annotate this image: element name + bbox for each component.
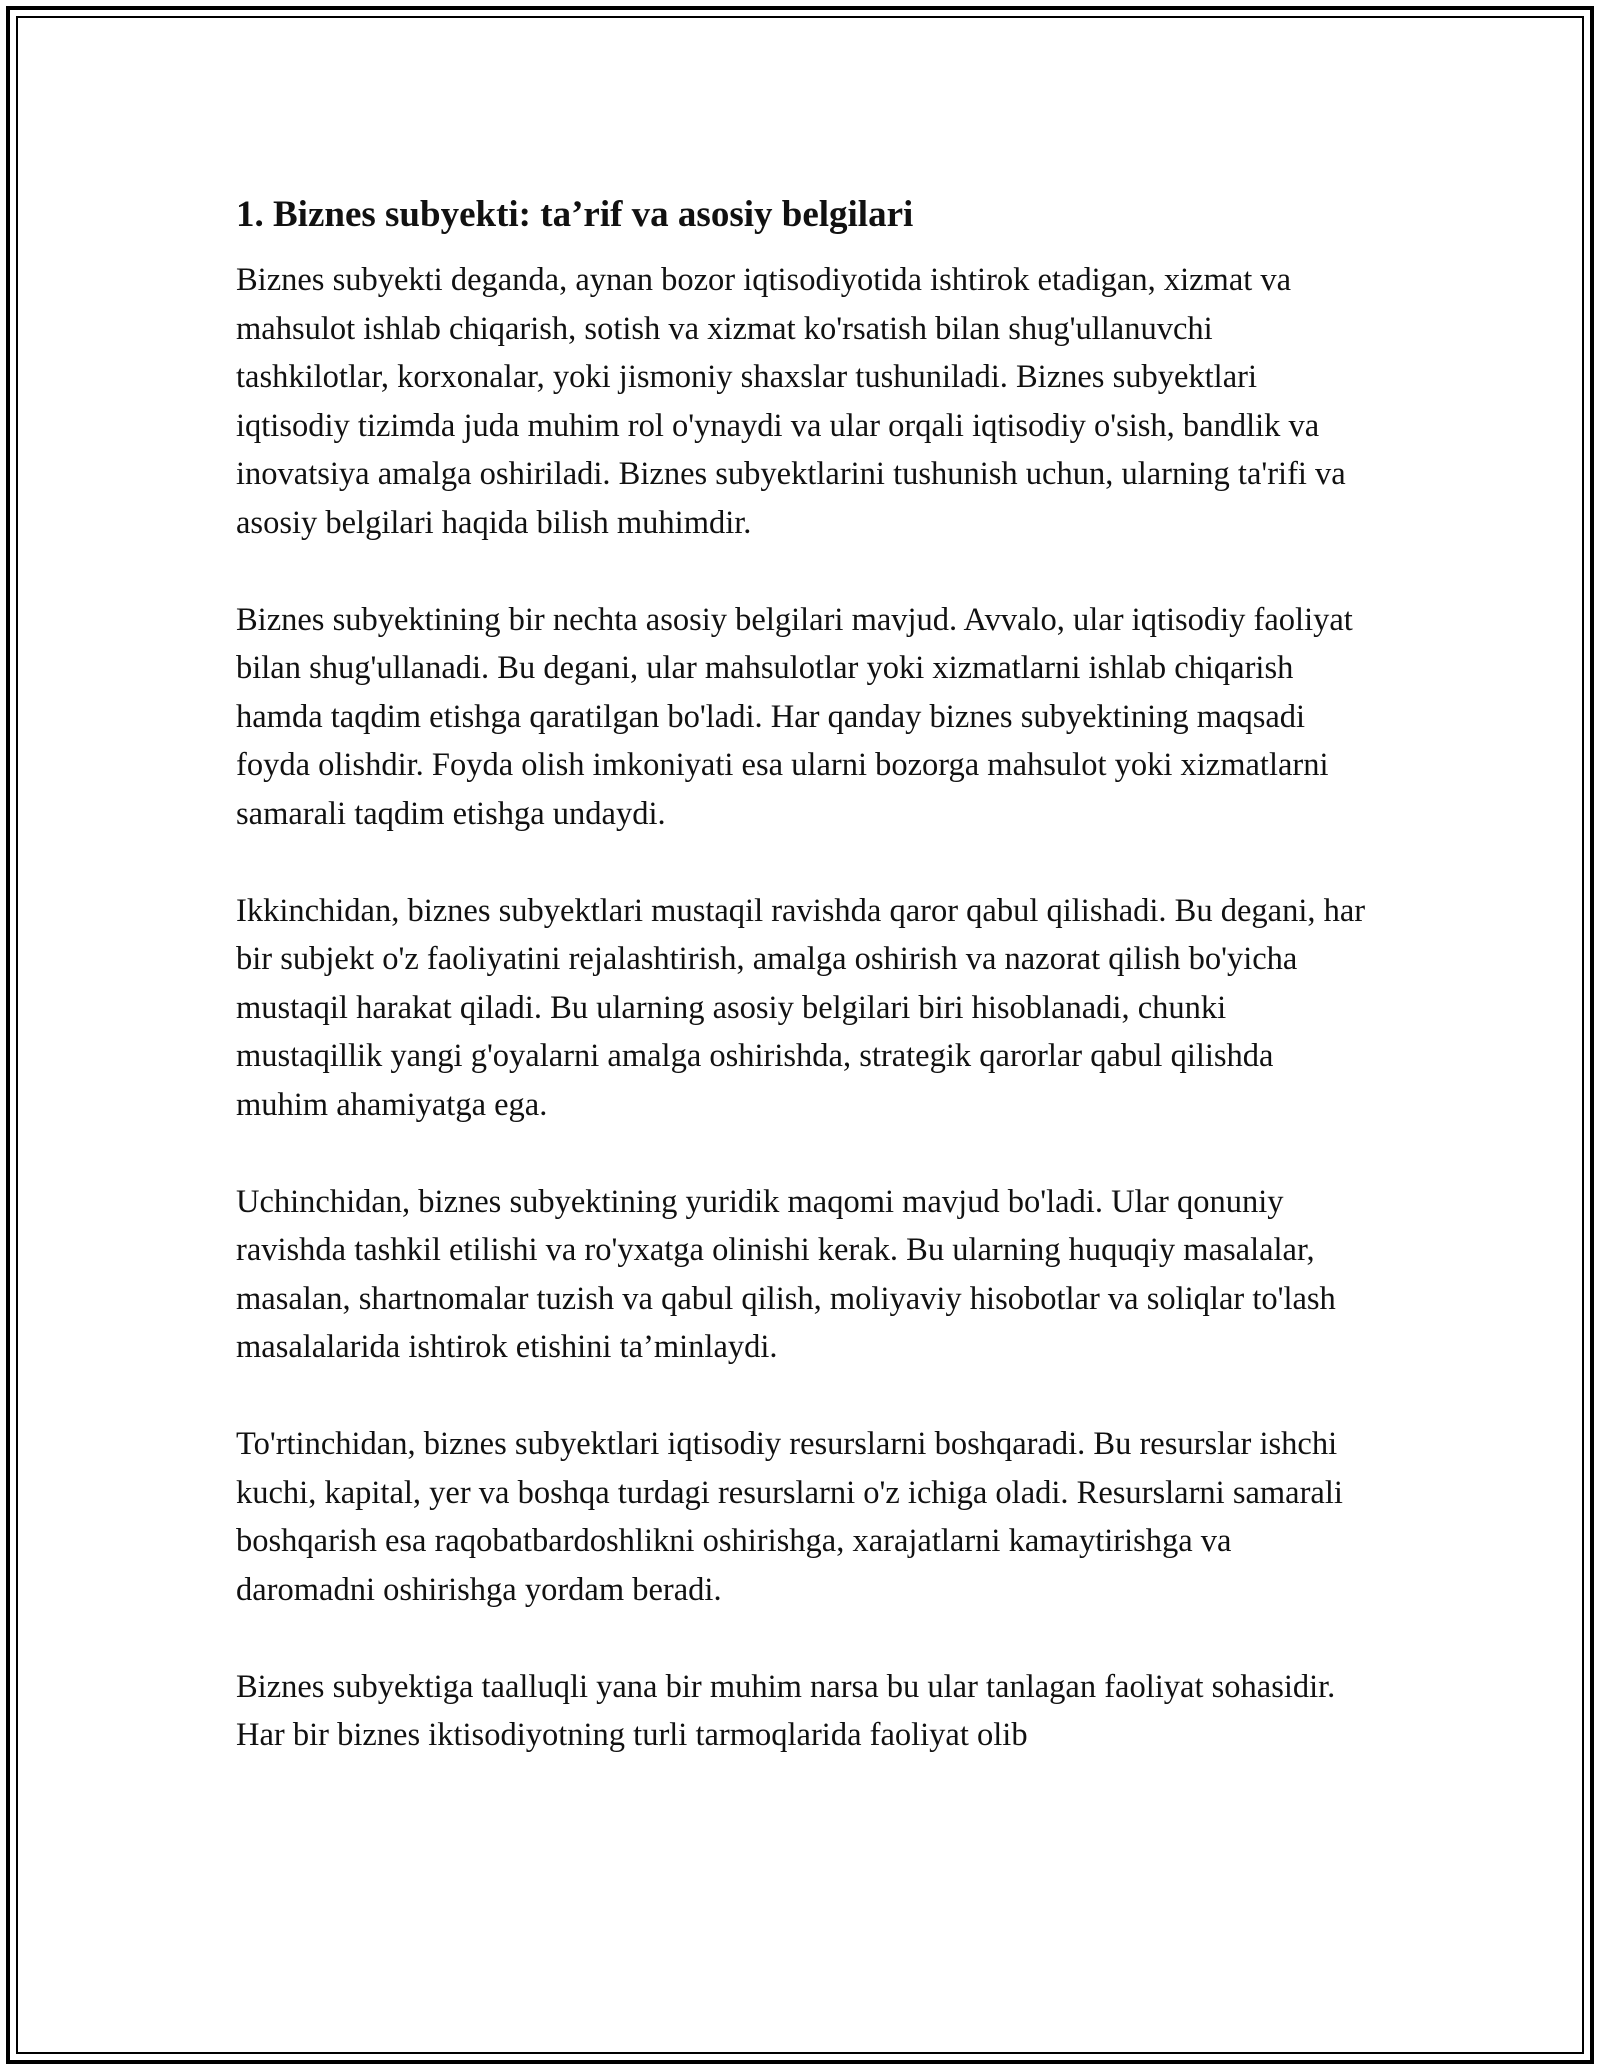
paragraph-fourth-feature: To'rtinchidan, biznes subyektlari iqtisodiy resurslarni boshqaradi. Bu resurslar ishchi kuchi, kapital, yer va boshqa turdagi resurslarni o'z ichiga oladi. Resurslarni samarali boshqarish esa raqobatbardoshlikni oshirishga, xarajatlarni kamaytirishga va daromadni oshirishga yordam beradi. bbox=[236, 1426, 1343, 1608]
paragraph-definition: Biznes subyekti deganda, aynan bozor iqtisodiyotida ishtirok etadigan, xizmat va mahsulot ishlab chiqarish, sotish va xizmat ko'rsatish bilan shug'ullanuvchi tashkilotlar, korxonalar, yoki jismoniy shaxslar tushuniladi. Biznes subyektlari iqtisodiy tizimda juda muhim rol o'ynaydi va ular orqali iqtisodiy o'sish, bandlik va inovatsiya amalga oshiriladi. Biznes subyektlarini tushunish uchun, ularning ta'rifi va asosiy belgilari haqida bilish muhimdir. bbox=[236, 262, 1346, 541]
paragraph-main-features: Biznes subyektining bir nechta asosiy belgilari mavjud. Avvalo, ular iqtisodiy faoliyat bilan shug'ullanadi. Bu degani, ular mahsulotlar yoki xizmatlarni ishlab chiqarish hamda taqdim etishga qaratilgan bo'ladi. Har qanday biznes subyektining maqsadi foyda olishdir. Foyda olish imkoniyati esa ularni bozorga mahsulot yoki xizmatlarni samarali taqdim etishga undaydi. bbox=[236, 601, 1353, 832]
document-body bbox=[236, 186, 1366, 1760]
section-heading: 1. Biznes subyekti: ta’rif va asosiy belgilari bbox=[236, 194, 914, 235]
paragraph-second-feature: Ikkinchidan, biznes subyektlari mustaqil ravishda qaror qabul qilishadi. Bu degani, har bir subjekt o'z faoliyatini rejalashtirish, amalga oshirish va nazorat qilish bo'yicha mustaqil harakat qiladi. Bu ularning asosiy belgilari biri hisoblanadi, chunki mustaqillik yangi g'oyalarni amalga oshirishda, strategik qarorlar qabul qilishda muhim ahamiyatga ega. bbox=[236, 892, 1366, 1123]
paragraph-third-feature: Uchinchidan, biznes subyektining yuridik maqomi mavjud bo'ladi. Ular qonuniy ravishda tashkil etilishi va ro'yxatga olinishi kerak. Bu ularning huquqiy masalalar, masalan, shartnomalar tuzish va qabul qilish, moliyaviy hisobotlar va soliqlar to'lash masalalarida ishtirok etishini ta’minlaydi. bbox=[236, 1183, 1336, 1365]
paragraph-activity-sphere: Biznes subyektiga taalluqli yana bir muhim narsa bu ular tanlagan faoliyat sohasidir. Har bir biznes iktisodiyotning turli tarmoqlarida faoliyat olib bbox=[236, 1668, 1336, 1753]
